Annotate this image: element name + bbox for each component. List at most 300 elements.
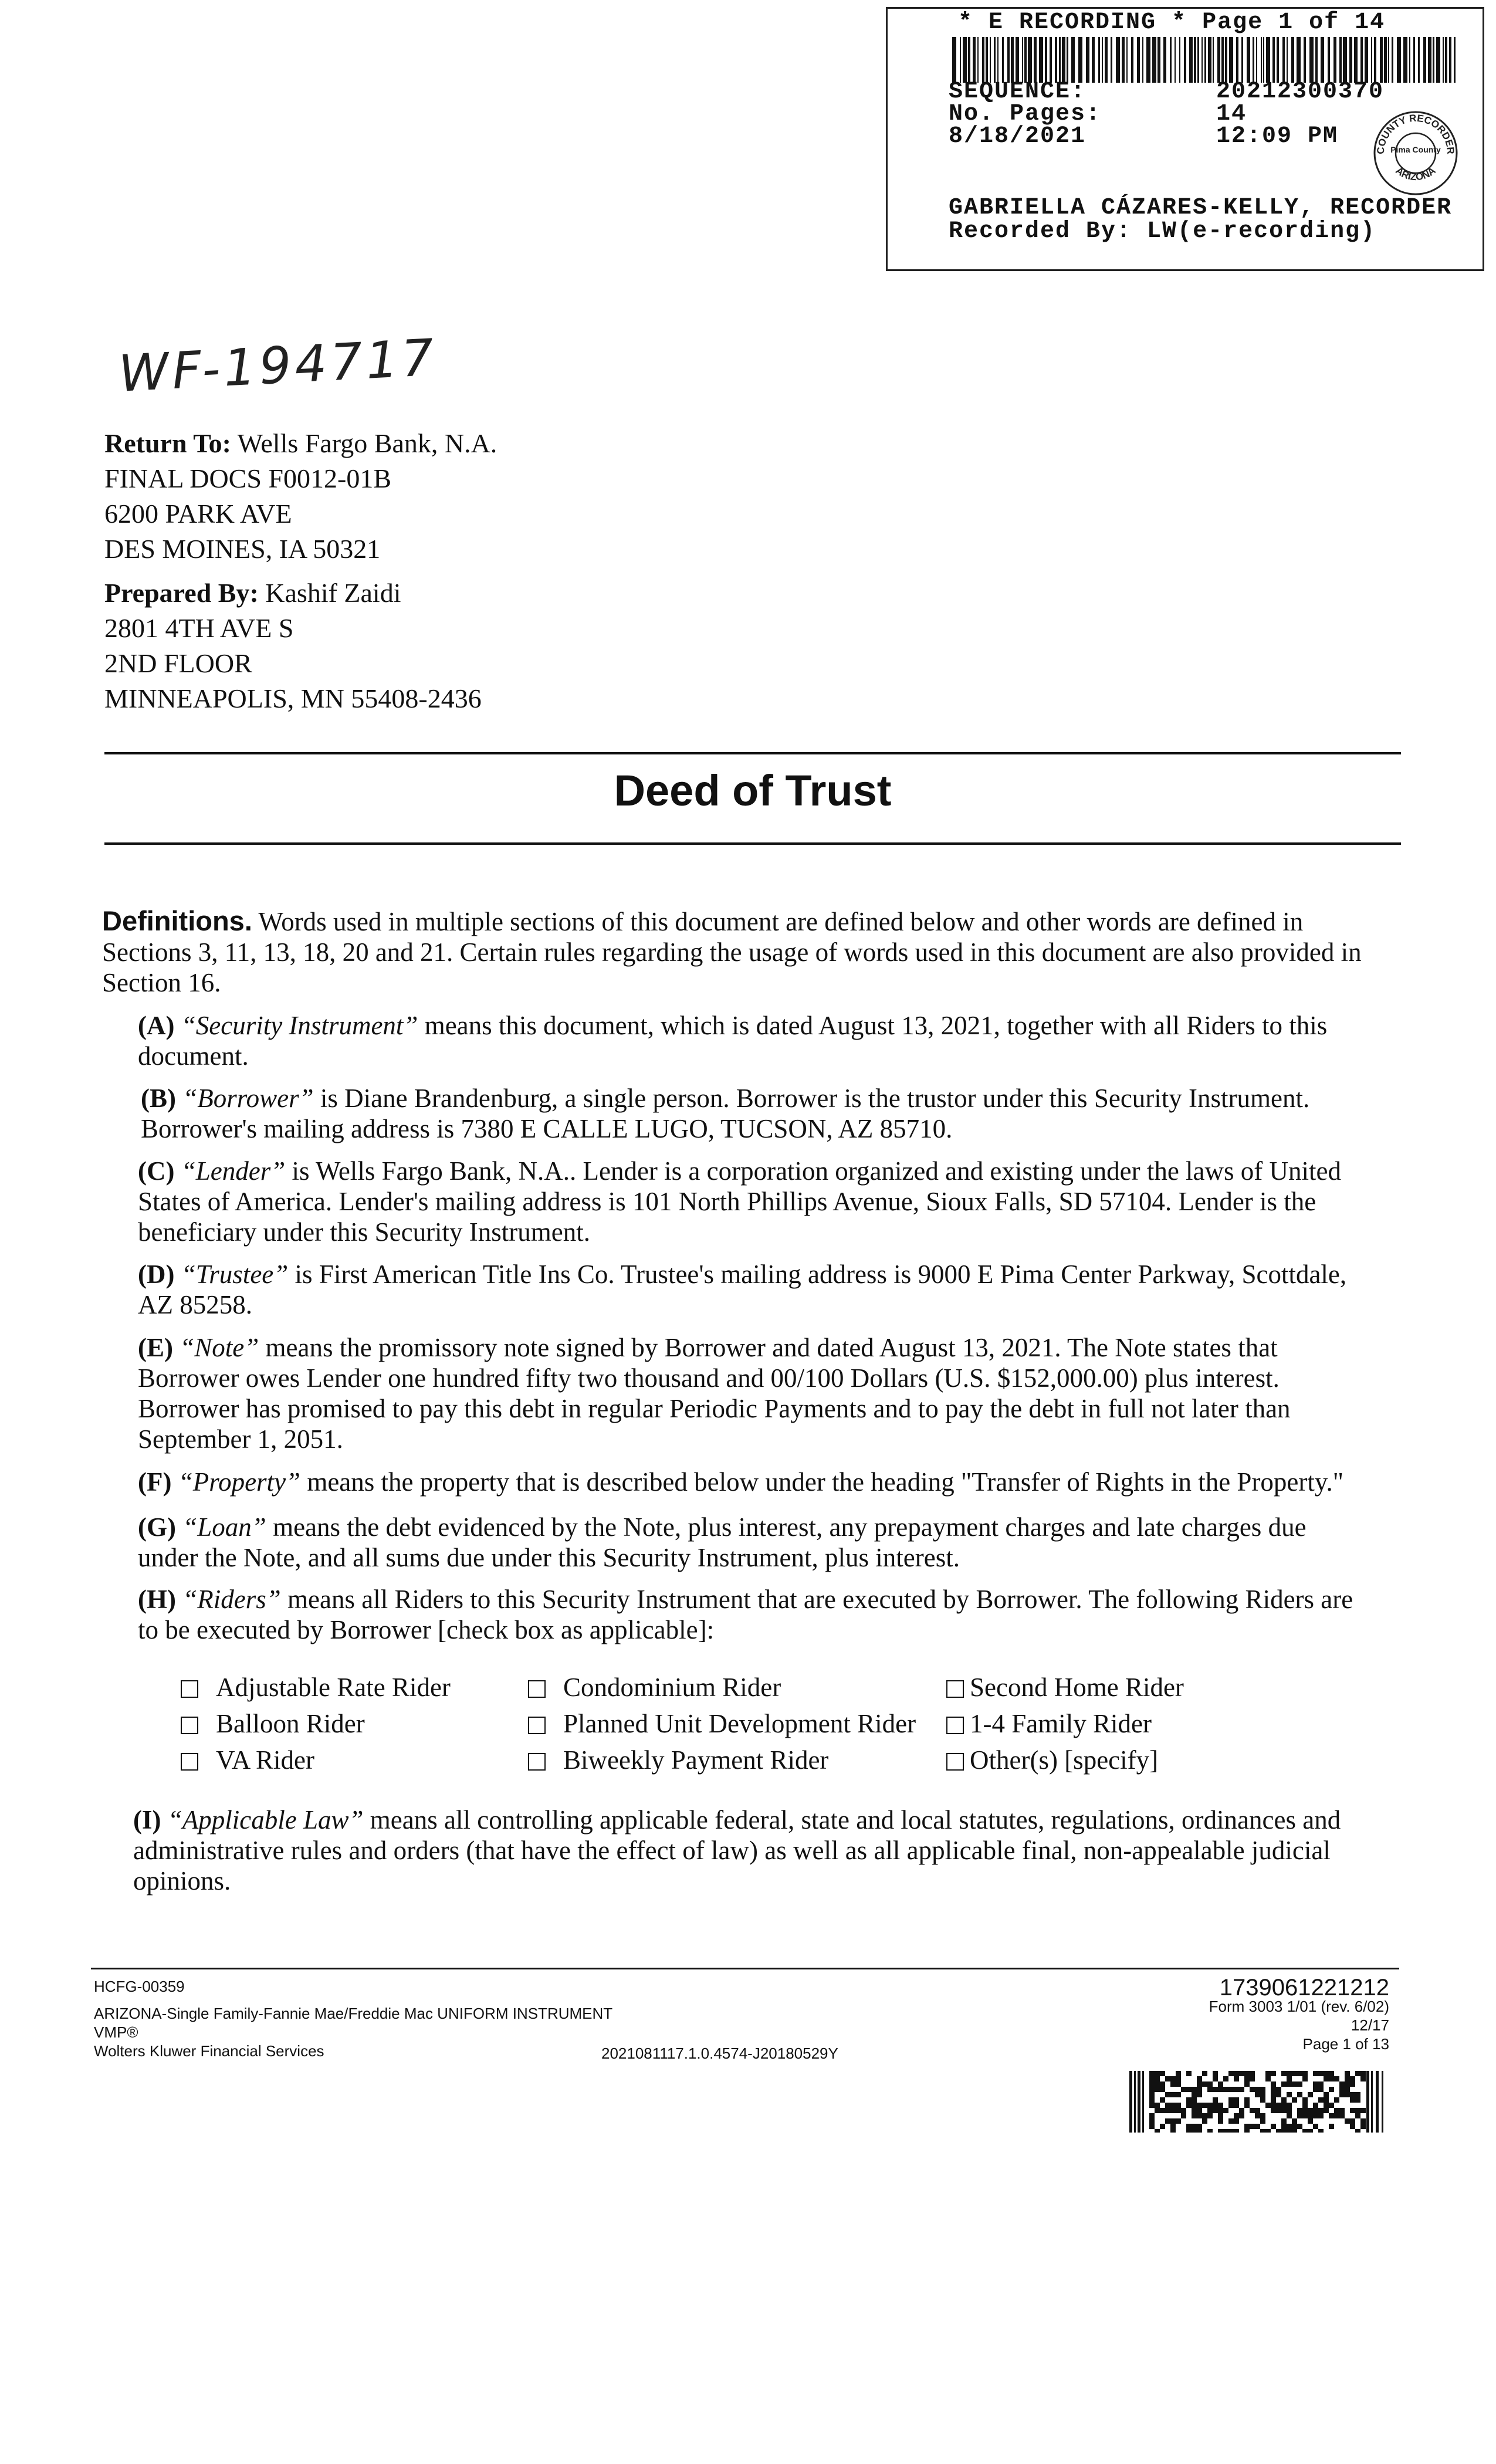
barcode-bar bbox=[982, 37, 984, 83]
barcode-cell bbox=[1218, 2113, 1223, 2118]
barcode-bar bbox=[952, 37, 956, 83]
barcode-cell bbox=[1207, 2113, 1213, 2118]
barcode-bar bbox=[1449, 37, 1451, 83]
barcode-bar bbox=[1309, 37, 1314, 83]
barcode-cell bbox=[1313, 2081, 1318, 2087]
checkbox[interactable] bbox=[528, 1753, 546, 1771]
barcode-cell bbox=[1223, 2129, 1228, 2133]
footer-rule bbox=[91, 1968, 1399, 1969]
barcode-cell bbox=[1329, 2076, 1334, 2081]
definition-line: Borrower's mailing address is 7380 E CALLE LUGO, TUCSON, AZ 85710. bbox=[141, 1114, 953, 1143]
barcode-bar bbox=[1163, 37, 1166, 83]
definition-h bbox=[138, 1584, 1417, 1645]
barcode-cell bbox=[1287, 2092, 1292, 2097]
barcode-cell bbox=[1234, 2113, 1239, 2118]
checkbox[interactable] bbox=[946, 1717, 964, 1734]
barcode-cell bbox=[1234, 2103, 1239, 2108]
barcode-cell bbox=[1234, 2097, 1239, 2103]
checkbox[interactable] bbox=[528, 1717, 546, 1734]
return-to-label: Return To: bbox=[104, 428, 231, 458]
definitions-heading: Definitions. bbox=[102, 905, 252, 936]
barcode-cell bbox=[1218, 2108, 1223, 2113]
definition-c bbox=[138, 1156, 1417, 1247]
barcode-cell bbox=[1334, 2097, 1339, 2103]
barcode-cell bbox=[1360, 2118, 1366, 2124]
checkbox[interactable] bbox=[528, 1680, 546, 1698]
barcode-bar bbox=[1371, 37, 1372, 83]
barcode-cell bbox=[1149, 2103, 1155, 2108]
barcode-bar bbox=[1371, 2071, 1373, 2133]
county-recorder-seal bbox=[1372, 110, 1459, 197]
barcode-cell bbox=[1181, 2108, 1186, 2113]
barcode-cell bbox=[1360, 2076, 1366, 2081]
rider-second-home[interactable] bbox=[946, 1672, 1184, 1703]
barcode-cell bbox=[1360, 2108, 1366, 2113]
barcode-cell bbox=[1287, 2081, 1292, 2087]
definition-line: is Diane Brandenburg, a single person. Borrower is the trustor under this Security Instrument. bbox=[320, 1084, 1310, 1113]
barcode-cell bbox=[1170, 2129, 1176, 2133]
barcode-bar bbox=[1445, 37, 1447, 83]
barcode-cell bbox=[1292, 2129, 1297, 2133]
barcode-bar bbox=[977, 37, 979, 83]
barcode-cell bbox=[1234, 2071, 1239, 2076]
rider-label: Balloon Rider bbox=[216, 1709, 365, 1738]
barcode-cell bbox=[1350, 2108, 1355, 2113]
barcode-cell bbox=[1339, 2087, 1345, 2092]
barcode-cell bbox=[1271, 2124, 1276, 2129]
barcode-bar bbox=[1291, 37, 1294, 83]
barcode-cell bbox=[1292, 2097, 1297, 2103]
barcode-cell bbox=[1160, 2108, 1165, 2113]
barcode-cell bbox=[1345, 2118, 1350, 2124]
return-to-line: FINAL DOCS F0012-01B bbox=[104, 463, 392, 493]
barcode-cell bbox=[1165, 2108, 1170, 2113]
barcode-cell bbox=[1355, 2097, 1360, 2103]
barcode-bar bbox=[1016, 37, 1019, 83]
barcode-bar bbox=[1189, 37, 1193, 83]
barcode-cell bbox=[1324, 2092, 1329, 2097]
barcode-cell bbox=[1250, 2108, 1255, 2113]
barcode-bar bbox=[1111, 37, 1112, 83]
barcode-bar bbox=[1002, 37, 1004, 83]
barcode-cell bbox=[1250, 2071, 1255, 2076]
barcode-cell bbox=[1176, 2118, 1181, 2124]
barcode-cell bbox=[1255, 2113, 1260, 2118]
barcode-cell bbox=[1149, 2076, 1155, 2081]
barcode-bar bbox=[1443, 37, 1444, 83]
barcode-cell bbox=[1149, 2092, 1155, 2097]
barcode-cell bbox=[1350, 2118, 1355, 2124]
revision: 12/17 bbox=[1351, 2016, 1389, 2034]
barcode-bar bbox=[1122, 37, 1125, 83]
rider-label: Other(s) [specify] bbox=[970, 1745, 1159, 1775]
barcode-cell bbox=[1329, 2087, 1334, 2092]
barcode-cell bbox=[1170, 2076, 1176, 2081]
barcode-cell bbox=[1287, 2071, 1292, 2076]
barcode-bar bbox=[1170, 37, 1172, 83]
barcode-cell bbox=[1281, 2103, 1287, 2108]
barcode-cell bbox=[1160, 2087, 1165, 2092]
barcode-cell bbox=[1197, 2103, 1202, 2108]
rider-label: Biweekly Payment Rider bbox=[563, 1745, 829, 1775]
barcode-cell bbox=[1176, 2081, 1181, 2087]
barcode-cell bbox=[1339, 2092, 1345, 2097]
barcode-cell bbox=[1234, 2129, 1239, 2133]
barcode-bar bbox=[973, 37, 976, 83]
barcode-bar bbox=[1157, 37, 1160, 83]
barcode-bar bbox=[1354, 37, 1358, 83]
barcode-cell bbox=[1287, 2129, 1292, 2133]
prepared-by-line: MINNEAPOLIS, MN 55408-2436 bbox=[104, 683, 482, 713]
barcode-bar bbox=[1339, 37, 1342, 83]
definition-line: administrative rules and orders (that have the effect of law) as well as all applicable final, non-appealable judicial bbox=[133, 1836, 1331, 1865]
barcode-cell bbox=[1260, 2118, 1265, 2124]
barcode-bar bbox=[1175, 37, 1176, 83]
barcode-cell bbox=[1276, 2108, 1281, 2113]
barcode-bar bbox=[1102, 37, 1103, 83]
barcode-bar bbox=[1247, 37, 1250, 83]
barcode-cell bbox=[1197, 2108, 1202, 2113]
barcode-cell bbox=[1197, 2129, 1202, 2133]
barcode-cell bbox=[1260, 2097, 1265, 2103]
rider-adjustable-rate[interactable] bbox=[181, 1672, 451, 1703]
barcode-cell bbox=[1276, 2087, 1281, 2092]
barcode-cell bbox=[1302, 2129, 1308, 2133]
barcode-cell bbox=[1324, 2103, 1329, 2108]
publisher: Wolters Kluwer Financial Services bbox=[94, 2042, 324, 2060]
barcode-cell bbox=[1176, 2103, 1181, 2108]
checkbox[interactable] bbox=[181, 1680, 198, 1698]
prepared-by-line: 2ND FLOOR bbox=[104, 648, 252, 678]
barcode-cell bbox=[1329, 2113, 1334, 2118]
definition-line: means all Riders to this Security Instrument that are executed by Borrower. The following Riders are bbox=[287, 1585, 1353, 1614]
barcode-cell bbox=[1329, 2124, 1334, 2129]
barcode-cell bbox=[1302, 2108, 1308, 2113]
definition-line: is Wells Fargo Bank, N.A.. Lender is a corporation organized and existing under the laws of United bbox=[292, 1156, 1342, 1186]
barcode-cell bbox=[1218, 2118, 1223, 2124]
barcode-bar bbox=[1365, 37, 1368, 83]
barcode-cell bbox=[1228, 2118, 1234, 2124]
recorded-by: Recorded By: LW(e-recording) bbox=[949, 218, 1376, 245]
barcode-bar bbox=[1034, 37, 1037, 83]
title-rule-bottom bbox=[104, 842, 1401, 845]
barcode-bar bbox=[1376, 2071, 1379, 2133]
recording-time: 12:09 PM bbox=[1216, 123, 1339, 150]
definition-term: “Applicable Law” bbox=[167, 1805, 364, 1835]
barcode-cell bbox=[1281, 2108, 1287, 2113]
definition-tag: (F) bbox=[138, 1467, 172, 1497]
pages-value: 14 bbox=[1216, 101, 1247, 127]
barcode-cell bbox=[1155, 2129, 1160, 2133]
rider-va[interactable] bbox=[181, 1745, 314, 1775]
definition-term: “Trustee” bbox=[181, 1260, 289, 1289]
barcode-bar bbox=[1392, 37, 1393, 83]
barcode-cell bbox=[1223, 2108, 1228, 2113]
definition-b bbox=[141, 1083, 1420, 1144]
barcode-bar bbox=[994, 37, 996, 83]
barcode-bar bbox=[1388, 37, 1389, 83]
barcode-cell bbox=[1313, 2103, 1318, 2108]
barcode-bar bbox=[968, 37, 970, 83]
barcode-cell bbox=[1170, 2108, 1176, 2113]
definition-line: AZ 85258. bbox=[138, 1290, 252, 1319]
prepared-by-name: Kashif Zaidi bbox=[265, 578, 401, 608]
checkbox[interactable] bbox=[181, 1753, 198, 1771]
barcode-bar bbox=[1126, 37, 1128, 83]
definition-term: “Riders” bbox=[182, 1585, 281, 1614]
barcode-bar bbox=[1039, 37, 1043, 83]
barcode-cell bbox=[1271, 2081, 1276, 2087]
footer-left bbox=[94, 1977, 612, 2060]
barcode-bar bbox=[1221, 37, 1224, 83]
barcode-cell bbox=[1302, 2113, 1308, 2118]
barcode-cell bbox=[1165, 2103, 1170, 2108]
checkbox[interactable] bbox=[946, 1680, 964, 1698]
barcode-bar bbox=[1194, 37, 1196, 83]
barcode-cell bbox=[1308, 2129, 1313, 2133]
rider-planned-unit-development[interactable] bbox=[528, 1708, 916, 1739]
barcode-cell bbox=[1260, 2129, 1265, 2133]
barcode-bar bbox=[1266, 37, 1270, 83]
barcode-cell bbox=[1181, 2113, 1186, 2118]
barcode-cell bbox=[1308, 2118, 1313, 2124]
barcode-bar bbox=[1197, 37, 1199, 83]
barcode-bar bbox=[1217, 37, 1220, 83]
definition-d bbox=[138, 1259, 1417, 1320]
barcode-cell bbox=[1239, 2113, 1244, 2118]
barcode-cell bbox=[1313, 2108, 1318, 2113]
barcode-cell bbox=[1213, 2103, 1218, 2108]
sequence-value: 20212300370 bbox=[1216, 79, 1385, 105]
loan-number: 1739061221212 bbox=[1219, 1975, 1389, 2001]
barcode-cell bbox=[1324, 2097, 1329, 2103]
barcode-cell bbox=[1318, 2071, 1324, 2076]
barcode-cell bbox=[1244, 2124, 1250, 2129]
checkbox[interactable] bbox=[946, 1753, 964, 1771]
barcode-cell bbox=[1155, 2108, 1160, 2113]
barcode-cell bbox=[1350, 2124, 1355, 2129]
recorder-name: GABRIELLA CÁZARES-KELLY, RECORDER bbox=[949, 195, 1453, 221]
barcode-cell bbox=[1271, 2097, 1276, 2103]
barcode-bar bbox=[1263, 37, 1264, 83]
barcode-bar bbox=[1413, 37, 1415, 83]
barcode-bar bbox=[990, 37, 991, 83]
barcode-cell bbox=[1292, 2118, 1297, 2124]
barcode-cell bbox=[1155, 2103, 1160, 2108]
rider-balloon[interactable] bbox=[181, 1708, 365, 1739]
barcode-cell bbox=[1239, 2071, 1244, 2076]
barcode-cell bbox=[1239, 2087, 1244, 2092]
barcode-cell bbox=[1234, 2087, 1239, 2092]
barcode-bar bbox=[1304, 37, 1306, 83]
barcode-cell bbox=[1260, 2113, 1265, 2118]
rider-1-4-family[interactable] bbox=[946, 1708, 1152, 1739]
barcode-cell bbox=[1355, 2113, 1360, 2118]
definitions-intro bbox=[102, 906, 1381, 998]
barcode-cell bbox=[1318, 2097, 1324, 2103]
barcode-cell bbox=[1202, 2071, 1207, 2076]
definition-line: means the debt evidenced by the Note, plus interest, any prepayment charges and late charges due bbox=[273, 1512, 1307, 1542]
barcode-cell bbox=[1324, 2071, 1329, 2076]
barcode-cell bbox=[1207, 2081, 1213, 2087]
barcode-cell bbox=[1271, 2087, 1276, 2092]
barcode-cell bbox=[1149, 2097, 1155, 2103]
barcode-cell bbox=[1297, 2113, 1302, 2118]
barcode-cell bbox=[1360, 2124, 1366, 2129]
barcode-cell bbox=[1350, 2081, 1355, 2087]
barcode-cell bbox=[1287, 2103, 1292, 2108]
barcode-bar bbox=[1382, 2071, 1383, 2133]
form-number: Form 3003 1/01 (rev. 6/02) bbox=[1209, 1998, 1389, 2015]
barcode-cell bbox=[1334, 2108, 1339, 2113]
barcode-cell bbox=[1255, 2124, 1260, 2129]
definition-term: “Note” bbox=[180, 1333, 259, 1362]
barcode-bar bbox=[1315, 37, 1318, 83]
barcode-cell bbox=[1292, 2124, 1297, 2129]
definition-a bbox=[138, 1010, 1417, 1071]
barcode-cell bbox=[1260, 2087, 1265, 2092]
barcode-cell bbox=[1350, 2076, 1355, 2081]
rider-condominium[interactable] bbox=[528, 1672, 781, 1703]
barcode-cell bbox=[1271, 2092, 1276, 2097]
barcode-cell bbox=[1318, 2087, 1324, 2092]
barcode-cell bbox=[1308, 2092, 1313, 2097]
definition-tag: (D) bbox=[138, 1260, 175, 1289]
definition-term: “Property” bbox=[178, 1467, 301, 1497]
definition-line: beneficiary under this Security Instrument. bbox=[138, 1217, 591, 1247]
barcode-bar bbox=[1374, 37, 1376, 83]
definition-term: “Security Instrument” bbox=[181, 1011, 418, 1040]
barcode-cell bbox=[1197, 2076, 1202, 2081]
barcode-cell bbox=[1250, 2076, 1255, 2081]
barcode-bar bbox=[1007, 37, 1010, 83]
definition-tag: (H) bbox=[138, 1585, 176, 1614]
barcode-cell bbox=[1339, 2108, 1345, 2113]
barcode-bar bbox=[1055, 37, 1057, 83]
barcode-cell bbox=[1313, 2124, 1318, 2129]
barcode-cell bbox=[1287, 2108, 1292, 2113]
barcode-bar bbox=[1204, 37, 1206, 83]
barcode-bar bbox=[1403, 37, 1407, 83]
barcode-cell bbox=[1355, 2092, 1360, 2097]
barcode-cell bbox=[1281, 2129, 1287, 2133]
barcode-bar bbox=[1078, 37, 1082, 83]
barcode-bar bbox=[1028, 37, 1032, 83]
doc-id: 2021081117.1.0.4574-J20180529Y bbox=[601, 2045, 838, 2062]
barcode-bar bbox=[1272, 37, 1275, 83]
barcode-bar bbox=[1022, 37, 1023, 83]
barcode-bar bbox=[1297, 37, 1301, 83]
rider-biweekly-payment[interactable] bbox=[528, 1745, 828, 1775]
barcode-cell bbox=[1324, 2108, 1329, 2113]
barcode-cell bbox=[1207, 2108, 1213, 2113]
definition-tag: (G) bbox=[138, 1512, 176, 1542]
checkbox[interactable] bbox=[181, 1717, 198, 1734]
rider-label: 1-4 Family Rider bbox=[970, 1709, 1152, 1738]
barcode-cell bbox=[1313, 2113, 1318, 2118]
barcode-bar bbox=[1208, 37, 1211, 83]
barcode-cell bbox=[1197, 2087, 1202, 2092]
definition-term: “Borrower” bbox=[182, 1084, 314, 1113]
barcode-cell bbox=[1276, 2103, 1281, 2108]
barcode-cell bbox=[1324, 2076, 1329, 2081]
barcode-cell bbox=[1186, 2097, 1192, 2103]
rider-label: Condominium Rider bbox=[563, 1673, 781, 1702]
barcode-bar bbox=[1321, 37, 1324, 83]
barcode-cell bbox=[1149, 2081, 1155, 2087]
barcode-bar bbox=[960, 37, 961, 83]
footer-right bbox=[1209, 1975, 1389, 2053]
barcode-cell bbox=[1202, 2081, 1207, 2087]
barcode-cell bbox=[1281, 2081, 1287, 2087]
return-to-line: 6200 PARK AVE bbox=[104, 499, 292, 529]
barcode-cell bbox=[1160, 2097, 1165, 2103]
barcode-cell bbox=[1276, 2129, 1281, 2133]
barcode-cell bbox=[1345, 2076, 1350, 2081]
barcode-bar bbox=[1142, 37, 1143, 83]
barcode-cell bbox=[1149, 2071, 1155, 2076]
barcode-cell bbox=[1218, 2081, 1223, 2087]
barcode-cell bbox=[1176, 2092, 1181, 2097]
barcode-bar bbox=[1409, 37, 1410, 83]
definition-line: is First American Title Ins Co. Trustee's mailing address is 9000 E Pima Center Parkway, Scottdale, bbox=[295, 1260, 1347, 1289]
barcode-cell bbox=[1255, 2108, 1260, 2113]
rider-label: Adjustable Rate Rider bbox=[216, 1673, 451, 1702]
barcode-cell bbox=[1192, 2087, 1197, 2092]
barcode-cell bbox=[1218, 2129, 1223, 2133]
form-code: HCFG-00359 bbox=[94, 1978, 185, 1995]
definition-line: Borrower owes Lender one hundred fifty two thousand and 00/100 Dollars (U.S. $152,000.00) plus interest. bbox=[138, 1363, 1280, 1393]
barcode-cell bbox=[1228, 2129, 1234, 2133]
barcode-bar bbox=[1213, 37, 1214, 83]
barcode-cell bbox=[1339, 2081, 1345, 2087]
barcode-cell bbox=[1192, 2108, 1197, 2113]
barcode-cell bbox=[1170, 2092, 1176, 2097]
definition-line: means all controlling applicable federal, state and local statutes, regulations, ordinances and bbox=[370, 1805, 1341, 1835]
recording-stamp bbox=[886, 7, 1484, 271]
barcode-cell bbox=[1244, 2076, 1250, 2081]
barcode-bar bbox=[997, 37, 999, 83]
barcode-cell bbox=[1197, 2124, 1202, 2129]
barcode-cell bbox=[1192, 2092, 1197, 2097]
barcode-bar bbox=[1418, 37, 1420, 83]
definition-tag: (I) bbox=[133, 1805, 161, 1835]
rider-label: Second Home Rider bbox=[970, 1673, 1184, 1702]
barcode-cell bbox=[1287, 2124, 1292, 2129]
svg-text:COUNTY RECORDER: COUNTY RECORDER bbox=[1375, 112, 1457, 155]
barcode-bar bbox=[1360, 37, 1363, 83]
rider-others[interactable] bbox=[946, 1745, 1158, 1775]
definition-tag: (C) bbox=[138, 1156, 175, 1186]
barcode-cell bbox=[1308, 2108, 1313, 2113]
barcode-cell bbox=[1287, 2076, 1292, 2081]
barcode-cell bbox=[1355, 2129, 1360, 2133]
return-to-line: DES MOINES, IA 50321 bbox=[104, 534, 381, 564]
barcode-cell bbox=[1165, 2092, 1170, 2097]
definition-line: Borrower has promised to pay this debt in regular Periodic Payments and to pay the debt in full not later than bbox=[138, 1394, 1291, 1423]
barcode-bar bbox=[1384, 37, 1387, 83]
barcode-cell bbox=[1170, 2103, 1176, 2108]
definition-tag: (B) bbox=[141, 1084, 176, 1113]
document-barcode bbox=[1129, 2071, 1387, 2133]
barcode-bar bbox=[1137, 37, 1140, 83]
barcode-cell bbox=[1355, 2108, 1360, 2113]
barcode-cell bbox=[1202, 2113, 1207, 2118]
barcode-bar bbox=[1256, 37, 1257, 83]
barcode-cell bbox=[1213, 2108, 1218, 2113]
barcode-bar bbox=[963, 37, 967, 83]
barcode-bar bbox=[1059, 37, 1061, 83]
